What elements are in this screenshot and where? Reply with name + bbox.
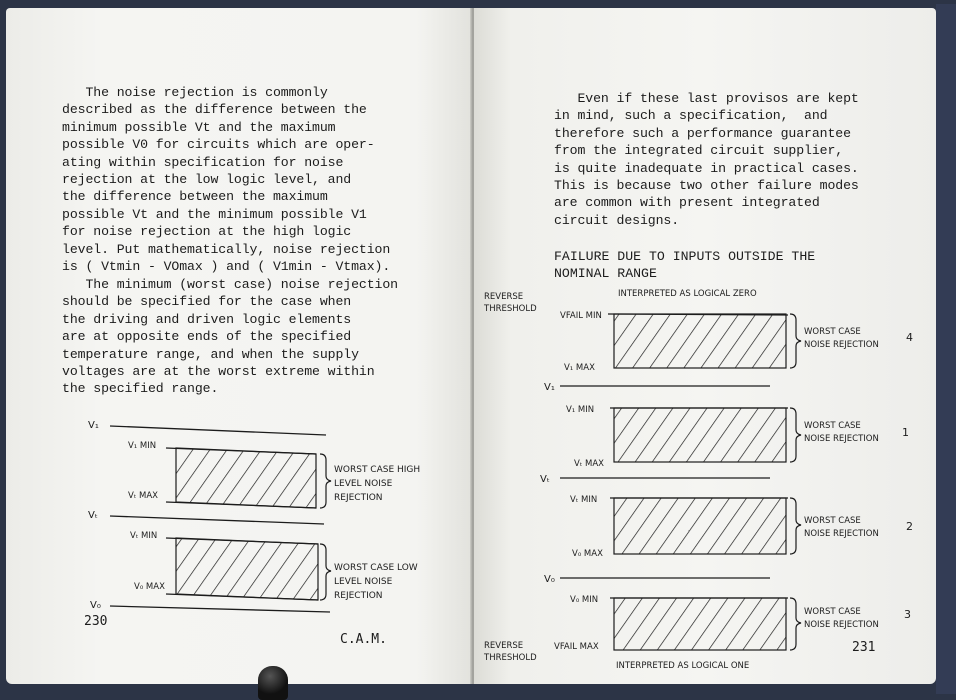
band-4: [614, 314, 786, 368]
v1-line: [110, 426, 326, 435]
vt-label: Vₜ: [88, 510, 98, 521]
high-label-line1: WORST CASE HIGH: [334, 465, 421, 475]
band-2: [614, 498, 786, 554]
bookmark-knob: [258, 666, 288, 700]
top-caption: INTERPRETED AS LOGICAL ZERO: [618, 289, 757, 299]
right-page: [474, 8, 936, 684]
band-4-label-2: NOISE REJECTION: [804, 340, 879, 350]
vo-label: V₀: [544, 574, 555, 585]
vo-max-label: V₀ MAX: [572, 549, 603, 559]
book-cover-edge: [936, 4, 956, 694]
vfail-max-label: VFAIL MAX: [554, 642, 599, 652]
band-4-brace: [790, 314, 801, 368]
page-number-left: 230: [84, 614, 108, 629]
vt-max-label: Vₜ MAX: [128, 491, 158, 501]
v1-min-label: V₁ MIN: [566, 405, 595, 415]
band-2-label-2: NOISE REJECTION: [804, 529, 879, 539]
band-3-label-2: NOISE REJECTION: [804, 620, 879, 630]
low-noise-margin-band: [176, 538, 318, 600]
v1-min-label: V₁ MIN: [128, 441, 157, 451]
bottom-caption: INTERPRETED AS LOGICAL ONE: [616, 661, 750, 671]
reverse-threshold-bottom-2: THRESHOLD: [484, 653, 537, 663]
band-1-number: 1: [902, 426, 909, 439]
band-1-label-1: WORST CASE: [804, 421, 861, 431]
high-brace: [320, 454, 331, 508]
band-1: [614, 408, 786, 462]
v1-max-label: V₁ MAX: [564, 363, 595, 373]
low-label-line2: LEVEL NOISE: [334, 577, 393, 587]
band-3-label-1: WORST CASE: [804, 607, 861, 617]
vt-max-label: Vₜ MAX: [574, 459, 604, 469]
v1-label: V₁: [544, 382, 555, 393]
page-number-right: 231: [852, 640, 876, 655]
high-label-line3: REJECTION: [334, 493, 383, 503]
band-4-label-1: WORST CASE: [804, 327, 861, 337]
high-label-line2: LEVEL NOISE: [334, 479, 393, 489]
band-3-number: 3: [904, 608, 911, 621]
low-label-line3: REJECTION: [334, 591, 383, 601]
vfail-min-label: VFAIL MIN: [560, 311, 602, 321]
worst-case-paragraph: The minimum (worst case) noise rejection should be specified for the case when the driving and driven logic elements are at opposite ends of the specified temperature range, and when the supply voltages are at the worst extreme within the specified range.: [62, 277, 398, 397]
vt-min-label: Vₜ MIN: [130, 531, 158, 541]
section-heading: FAILURE DUE TO INPUTS OUTSIDE THE NOMINAL RANGE: [554, 249, 816, 282]
reverse-threshold-bottom-1: REVERSE: [484, 641, 524, 651]
band-2-number: 2: [906, 520, 913, 533]
vo-line: [110, 606, 330, 612]
reverse-threshold-top-2: THRESHOLD: [484, 304, 537, 314]
footer-initials: C.A.M.: [340, 632, 387, 647]
vo-label: V₀: [90, 600, 101, 611]
vt-line: [110, 516, 324, 524]
band-3: [614, 598, 786, 650]
low-brace: [320, 544, 331, 600]
vt-min-label: Vₜ MIN: [570, 495, 598, 505]
band-3-brace: [790, 598, 801, 650]
noise-margin-diagram: [6, 8, 472, 684]
noise-rejection-paragraph: The noise rejection is commonly described as the difference between the minimum possible Vt and the maximum possible V0 for circuits which are oper- ating within specification for noise rejection at the low logic level, and the difference between the maximum possible Vt and the minimum possible V1 for noise rejection at the high logic level. Put mathematically, noise rejection is ( Vtmin - VOmax ) and ( V1min - Vtmax).: [62, 85, 391, 275]
provisos-paragraph: Even if these last provisos are kept in mind, such a specification, and therefore such a performance guarantee from the integrated circuit supplier, is quite inadequate in practical cases. This is because two other failure modes are common with present integrated circuit designs.: [554, 91, 859, 228]
band-1-brace: [790, 408, 801, 462]
band-1-label-2: NOISE REJECTION: [804, 434, 879, 444]
vt-label: Vₜ: [540, 474, 550, 485]
left-page: [6, 8, 472, 684]
vo-min-label: V₀ MIN: [570, 595, 599, 605]
vo-max-label: V₀ MAX: [134, 582, 165, 592]
reverse-threshold-top-1: REVERSE: [484, 292, 524, 302]
low-label-line1: WORST CASE LOW: [334, 563, 418, 573]
v1-label: V₁: [88, 420, 99, 431]
band-2-brace: [790, 498, 801, 554]
band-4-number: 4: [906, 331, 913, 344]
failure-modes-diagram: [474, 8, 936, 684]
band-2-label-1: WORST CASE: [804, 516, 861, 526]
high-noise-margin-band: [176, 448, 316, 508]
